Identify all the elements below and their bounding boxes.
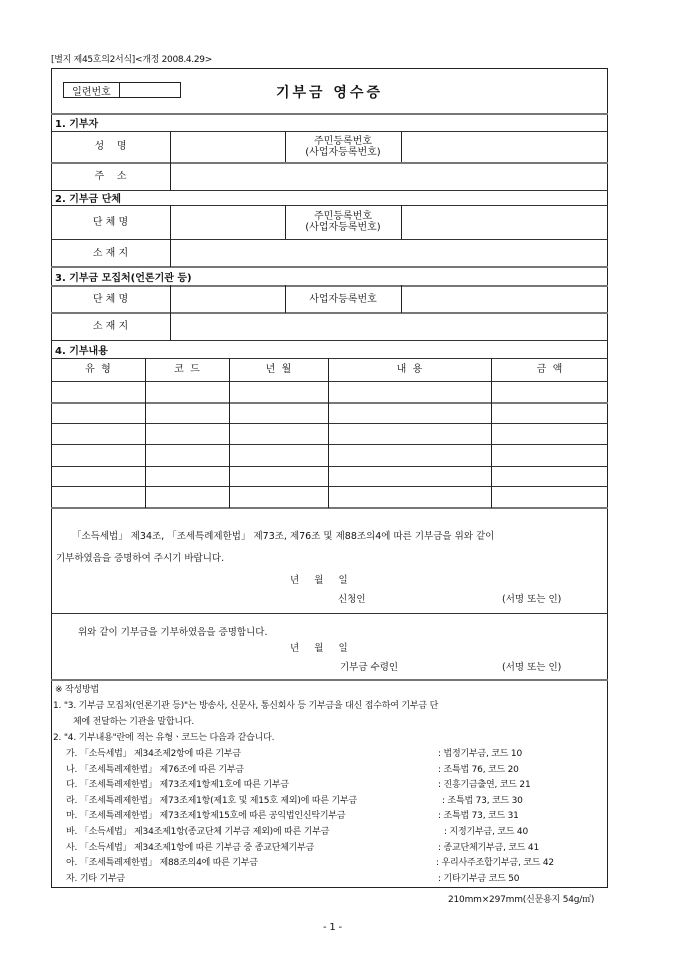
table-cell[interactable]: [229, 423, 328, 444]
org-id-field[interactable]: [401, 205, 608, 239]
table-cell[interactable]: [51, 486, 145, 507]
table-cell[interactable]: [51, 423, 145, 444]
applicant-label: 신청인: [338, 594, 366, 605]
org-location-label: 소 재 지: [92, 248, 129, 259]
table-cell[interactable]: [328, 381, 491, 402]
code-item-code: : 조특법 73, 코드 30: [442, 795, 523, 806]
code-item-code: : 법정기부금, 코드 10: [438, 749, 522, 759]
table-cell[interactable]: [491, 402, 608, 423]
table-cell[interactable]: [328, 444, 491, 466]
paper-spec: 210mm×297mm(신문용지 54g/㎡): [448, 895, 595, 905]
donor-name-label: 성 명: [94, 141, 127, 152]
code-item-code: : 조특법 73, 코드 31: [438, 811, 519, 822]
org-name-label: 단 체 명: [92, 216, 129, 228]
collector-biz-field[interactable]: [401, 285, 608, 313]
code-item-desc: 가. 「소득세법」 제34조제2항에 따른 기부금: [66, 749, 241, 759]
section-organization-header: 2. 기부금 단체: [55, 194, 122, 205]
table-cell[interactable]: [51, 402, 145, 423]
org-id-label-line1: 주민등록번호: [314, 211, 372, 222]
table-cell[interactable]: [328, 486, 491, 507]
table-cell[interactable]: [491, 486, 608, 507]
certification-line1: 위와 같이 기부금을 기부하였음을 증명합니다.: [78, 627, 268, 638]
code-item-code: : 조특법 76, 코드 20: [438, 764, 519, 775]
column-header-content: 내 용: [396, 364, 423, 375]
code-item-desc: 바. 「소득세법」 제34조제1항(종교단체 기부금 제외)에 따른 기부금: [66, 827, 330, 837]
certification-date: 년 월 일: [290, 643, 348, 654]
org-location-field[interactable]: [170, 240, 608, 267]
collector-name-label: 단 체 명: [92, 293, 129, 305]
table-cell[interactable]: [145, 402, 229, 423]
statement-line2: 기부하였음을 증명하여 주시기 바랍니다.: [56, 553, 225, 564]
recipient-signature: (서명 또는 인): [502, 662, 562, 673]
org-id-label-line2: (사업자등록번호): [305, 222, 381, 233]
statement-date: 년 월 일: [290, 575, 348, 586]
donor-address-label: 주 소: [94, 171, 127, 182]
donor-id-label-line1: 주민등록번호: [314, 135, 372, 147]
code-item-code: : 종교단체기부금, 코드 41: [438, 842, 539, 853]
applicant-signature: (서명 또는 인): [502, 594, 562, 605]
instruction-item1-line2: 체에 전달하는 기관을 말합니다.: [73, 717, 195, 727]
collector-location-label: 소 재 지: [92, 321, 129, 332]
donor-address-field[interactable]: [170, 163, 608, 190]
table-cell[interactable]: [51, 466, 145, 486]
collector-location-field[interactable]: [170, 313, 608, 340]
code-item-desc: 나. 「조세특례제한법」 제76조에 따른 기부금: [66, 764, 244, 775]
table-cell[interactable]: [51, 381, 145, 402]
table-cell[interactable]: [491, 381, 608, 402]
table-cell[interactable]: [491, 423, 608, 444]
column-header-amount: 금 액: [536, 364, 563, 375]
table-cell[interactable]: [51, 444, 145, 466]
instructions-header: ※ 작성방법: [55, 685, 99, 695]
section-collector-header: 3. 기부금 모집처(언론기관 등): [55, 272, 192, 284]
table-cell[interactable]: [328, 466, 491, 486]
table-cell[interactable]: [491, 444, 608, 466]
table-cell[interactable]: [229, 466, 328, 486]
code-item-desc: 라. 「조세특례제한법」 제73조제1항(제1호 및 제15호 제외)에 따른 기부금: [66, 795, 358, 806]
org-name-field[interactable]: [170, 205, 285, 239]
donor-name-field[interactable]: [170, 131, 285, 162]
page-number: - 1 -: [323, 922, 342, 933]
table-cell[interactable]: [145, 423, 229, 444]
donor-id-label-line2: (사업자등록번호): [305, 146, 381, 158]
code-item-code: : 우리사주조합기부금, 코드 42: [436, 858, 554, 869]
form-reference: [별지 제45호의2서식]<개정 2008.4.29>: [51, 55, 212, 65]
table-cell[interactable]: [145, 444, 229, 466]
table-cell[interactable]: [229, 486, 328, 507]
code-item-desc: 아. 「조세특례제한법」 제88조의4에 따른 기부금: [66, 858, 258, 869]
column-header-type: 유 형: [85, 364, 111, 375]
code-item-code: : 진흥기금출연, 코드 21: [438, 780, 531, 791]
table-cell[interactable]: [145, 381, 229, 402]
section-donor-header: 1. 기부자: [55, 119, 99, 130]
collector-biz-label: 사업자등록번호: [309, 293, 377, 305]
table-cell[interactable]: [491, 466, 608, 486]
table-cell[interactable]: [145, 466, 229, 486]
code-item-desc: 마. 「조세특례제한법」 제73조제1항제15호에 따른 공익법인신탁기부금: [66, 811, 346, 822]
collector-name-field[interactable]: [170, 285, 285, 313]
section-donation-details-header: 4. 기부내용: [55, 345, 108, 357]
statement-line1: 「소득세법」 제34조, 「조세특례제한법」 제73조, 제76조 및 제88조의4에 따른 기부금을 위와 같이: [72, 531, 495, 542]
table-cell[interactable]: [229, 381, 328, 402]
column-header-year-month: 년 월: [265, 364, 292, 375]
page-title: 기부금 영수증: [275, 85, 384, 101]
table-cell[interactable]: [328, 402, 491, 423]
instruction-item1-line1: 1. "3. 기부금 모집처(언론기관 등)"는 방송사, 신문사, 통신회사 등 기부금을 대신 접수하여 기부금 단: [53, 701, 439, 711]
table-cell[interactable]: [229, 444, 328, 466]
recipient-label: 기부금 수령인: [340, 662, 399, 673]
code-item-desc: 다. 「조세특례제한법」 제73조제1항제1호에 따른 기부금: [66, 780, 289, 791]
code-item-desc: 사. 「소득세법」 제34조제1항에 따른 기부금 중 종교단체기부금: [66, 842, 315, 853]
serial-number-label: 일련번호: [64, 83, 120, 97]
instruction-item2: 2. "4. 기부내용"란에 적는 유형ㆍ코드는 다음과 같습니다.: [53, 733, 275, 743]
table-cell[interactable]: [328, 423, 491, 444]
code-item-code: : 기타기부금 코드 50: [438, 873, 520, 884]
column-header-code: 코 드: [174, 364, 200, 375]
table-cell[interactable]: [145, 486, 229, 507]
code-item-code: : 지정기부금, 코드 40: [444, 827, 528, 837]
table-cell[interactable]: [229, 402, 328, 423]
code-item-desc: 자. 기타 기부금: [66, 873, 125, 884]
donor-id-field[interactable]: [401, 131, 608, 162]
